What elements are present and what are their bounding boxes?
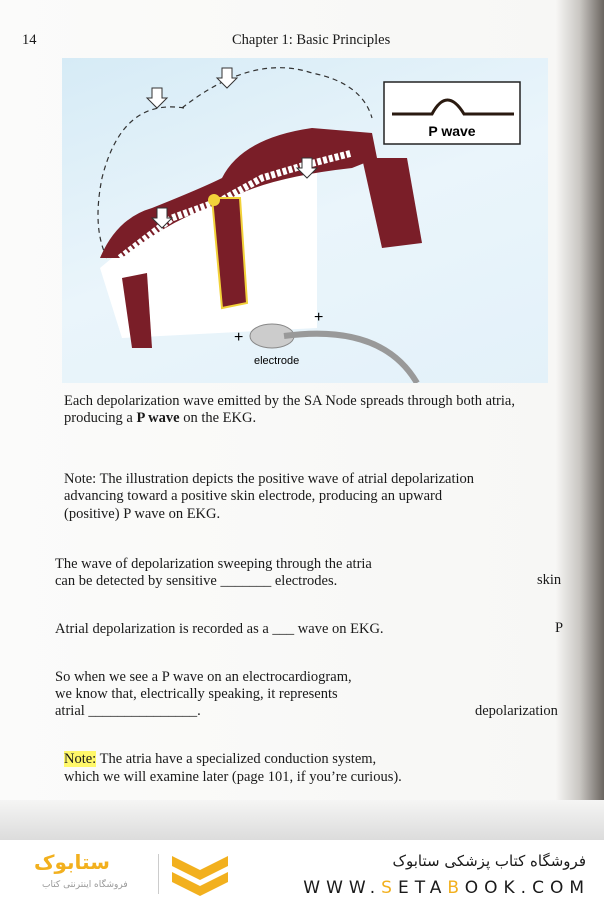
frame-question: The wave of depolarization sweeping through the atria [55,556,372,572]
electrode-plus-right: + [314,309,324,326]
setabook-chevron-logo-icon [168,852,232,896]
logo-text: ستابوک [34,850,110,874]
caption-text: on the EKG. [179,410,257,426]
chapter-title: Chapter 1: Basic Principles [232,32,391,48]
caption-text: producing a [64,410,137,426]
frame-answer: skin [537,572,562,588]
note-text: The atria have a specialized conduction system, [96,751,377,767]
frame-question: So when we see a P wave on an electrocardiogram, [55,669,352,685]
note-line: which we will examine later (page 101, if you’re curious). [64,769,402,785]
atrial-depolarization-figure [62,58,548,383]
page-bottom-shadow [0,800,604,840]
frame-question: atrial _______________. [55,703,201,719]
caption-bold: P wave [136,410,180,426]
publisher-footer [0,840,604,906]
electrode-plus-left: + [234,329,244,346]
electrode-label: electrode [254,355,300,367]
logo-divider [158,854,159,894]
caption-line [64,410,256,428]
note-line: Note: The illustration depicts the positive wave of atrial depolarization [64,471,475,487]
note-line: (positive) P wave on EKG. [64,506,221,522]
frame-question: Atrial depolarization is recorded as a ___ wave on EKG. [55,621,384,637]
store-url: WWW.SETABOOK.COM [303,878,590,898]
frame-answer: depolarization [475,703,558,719]
note-line: advancing toward a positive skin electrode, producing an upward [64,488,443,504]
frame-answer: P [555,620,564,636]
store-name: فروشگاه کتاب پزشکی ستابوک [392,852,586,870]
frame-question: can be detected by sensitive _______ electrodes. [55,573,338,589]
logo-subtitle: فروشگاه اینترنتی کتاب [42,880,128,890]
highlighted-note: Note: [64,751,97,767]
page-number: 14 [22,32,37,48]
note-line [64,751,376,769]
caption-line: Each depolarization wave emitted by the SA Node spreads through both atria, [64,393,515,409]
frame-question: we know that, electrically speaking, it represents [55,686,338,702]
p-wave-label: P wave [428,123,476,139]
